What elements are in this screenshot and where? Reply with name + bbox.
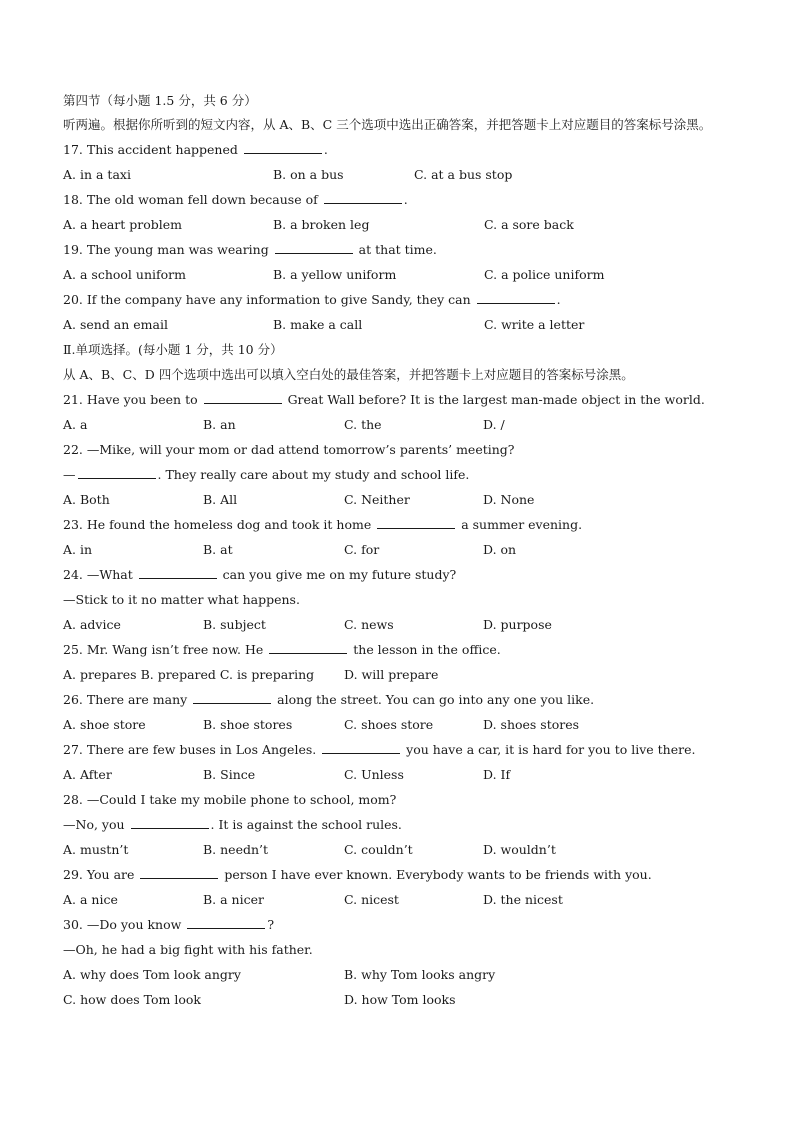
option-b: B. a broken leg	[273, 217, 370, 232]
option-a: A. in a taxi	[63, 167, 131, 182]
answer-blank	[131, 814, 209, 829]
option-b: B. Since	[203, 767, 256, 782]
question-19: 19. The young man was wearing at that time.	[63, 237, 743, 262]
answer-blank	[377, 514, 455, 529]
question-28-reply: —No, you . It is against the school rules.	[63, 812, 743, 837]
question-24-reply: —Stick to it no matter what happens.	[63, 592, 300, 607]
question-28: 28. —Could I take my mobile phone to school, mom?	[63, 792, 397, 807]
answer-blank	[140, 864, 218, 879]
part-2-instruction: 从 A、B、C、D 四个选项中选出可以填入空白处的最佳答案，并把答题卡上对应题目的答案标号涂黑。	[63, 367, 634, 382]
answer-blank	[139, 564, 217, 579]
question-25-options	[63, 662, 743, 687]
question-23: 23. He found the homeless dog and took it home a summer evening.	[63, 512, 743, 537]
answer-blank	[204, 389, 282, 404]
option-b: B. an	[203, 417, 236, 432]
option-c: C. the	[344, 417, 382, 432]
option-a: A. a school uniform	[63, 267, 186, 282]
option-a: A. send an email	[63, 317, 168, 332]
section-4-instruction: 听两遍。根据你所听到的短文内容，从 A、B、C 三个选项中选出正确答案，并把答题卡上对应题目的答案标号涂黑。	[63, 117, 712, 132]
option-a: A. Both	[63, 492, 110, 507]
answer-blank	[244, 139, 322, 154]
options-a-b-c: A. prepares B. prepared C. is preparing	[63, 667, 315, 682]
question-25: 25. Mr. Wang isn’t free now. He the lesson in the office.	[63, 637, 743, 662]
option-b: B. subject	[203, 617, 266, 632]
question-21-options	[63, 412, 743, 437]
question-27-options	[63, 762, 743, 787]
option-c: C. Unless	[344, 767, 404, 782]
answer-blank	[324, 189, 402, 204]
option-c: C. shoes store	[344, 717, 434, 732]
question-29-options	[63, 887, 743, 912]
option-d: D. on	[483, 542, 517, 557]
option-c: C. for	[344, 542, 380, 557]
option-a: A. advice	[63, 617, 121, 632]
option-c: C. how does Tom look	[63, 992, 201, 1007]
option-d: D. wouldn’t	[483, 842, 556, 857]
question-30: 30. —Do you know ?	[63, 912, 743, 937]
option-d: D. purpose	[483, 617, 552, 632]
answer-blank	[322, 739, 400, 754]
part-2-title: Ⅱ.单项选择。(每小题 1 分，共 10 分）	[63, 342, 283, 357]
question-30-options-row-1	[63, 962, 743, 987]
option-a: A. why does Tom look angry	[63, 967, 241, 982]
answer-blank	[187, 914, 265, 929]
question-29: 29. You are person I have ever known. Everybody wants to be friends with you.	[63, 862, 743, 887]
question-24-options	[63, 612, 743, 637]
option-c: C. a police uniform	[484, 267, 605, 282]
question-20: 20. If the company have any information to give Sandy, they can .	[63, 287, 743, 312]
option-b: B. All	[203, 492, 238, 507]
option-d: D. shoes stores	[483, 717, 580, 732]
option-a: A. in	[63, 542, 93, 557]
option-d: D. will prepare	[344, 667, 439, 682]
option-c: C. couldn’t	[344, 842, 413, 857]
answer-blank	[78, 464, 156, 479]
option-c: C. nicest	[344, 892, 399, 907]
question-30-options-row-2	[63, 987, 743, 1012]
question-22-reply: — . They really care about my study and school life.	[63, 462, 743, 487]
option-d: D. /	[483, 417, 505, 432]
question-27: 27. There are few buses in Los Angeles. you have a car, it is hard for you to live there.	[63, 737, 743, 762]
question-30-reply: —Oh, he had a big fight with his father.	[63, 942, 313, 957]
option-d: D. None	[483, 492, 535, 507]
section-4-title: 第四节（每小题 1.5 分，共 6 分）	[63, 93, 257, 108]
exam-page	[63, 88, 743, 1012]
option-a: A. a nice	[63, 892, 118, 907]
question-19-options	[63, 262, 743, 287]
question-26-options	[63, 712, 743, 737]
option-a: A. a	[63, 417, 88, 432]
question-17: 17. This accident happened .	[63, 137, 743, 162]
option-a: A. a heart problem	[63, 217, 183, 232]
option-c: C. a sore back	[484, 217, 574, 232]
question-22: 22. —Mike, will your mom or dad attend tomorrow’s parents’ meeting?	[63, 442, 515, 457]
option-c: C. news	[344, 617, 394, 632]
option-d: D. the nicest	[483, 892, 563, 907]
question-23-options	[63, 537, 743, 562]
question-26: 26. There are many along the street. You can go into any one you like.	[63, 687, 743, 712]
option-d: D. how Tom looks	[344, 992, 456, 1007]
question-18-options	[63, 212, 743, 237]
option-b: B. needn’t	[203, 842, 269, 857]
option-b: B. a yellow uniform	[273, 267, 397, 282]
option-c: C. Neither	[344, 492, 410, 507]
question-22-options	[63, 487, 743, 512]
question-17-options	[63, 162, 743, 187]
question-24: 24. —What can you give me on my future study?	[63, 562, 743, 587]
option-b: B. make a call	[273, 317, 363, 332]
option-d: D. If	[483, 767, 511, 782]
option-b: B. why Tom looks angry	[344, 967, 496, 982]
question-18: 18. The old woman fell down because of .	[63, 187, 743, 212]
option-b: B. a nicer	[203, 892, 264, 907]
option-b: B. on a bus	[273, 167, 344, 182]
question-28-options	[63, 837, 743, 862]
question-20-options	[63, 312, 743, 337]
option-a: A. mustn’t	[63, 842, 129, 857]
option-c: C. at a bus stop	[414, 167, 513, 182]
option-c: C. write a letter	[484, 317, 585, 332]
answer-blank	[193, 689, 271, 704]
answer-blank	[275, 239, 353, 254]
option-a: A. shoe store	[63, 717, 146, 732]
option-b: B. at	[203, 542, 233, 557]
answer-blank	[477, 289, 555, 304]
option-b: B. shoe stores	[203, 717, 293, 732]
option-a: A. After	[63, 767, 112, 782]
question-21: 21. Have you been to Great Wall before? It is the largest man-made object in the world.	[63, 387, 743, 412]
answer-blank	[269, 639, 347, 654]
